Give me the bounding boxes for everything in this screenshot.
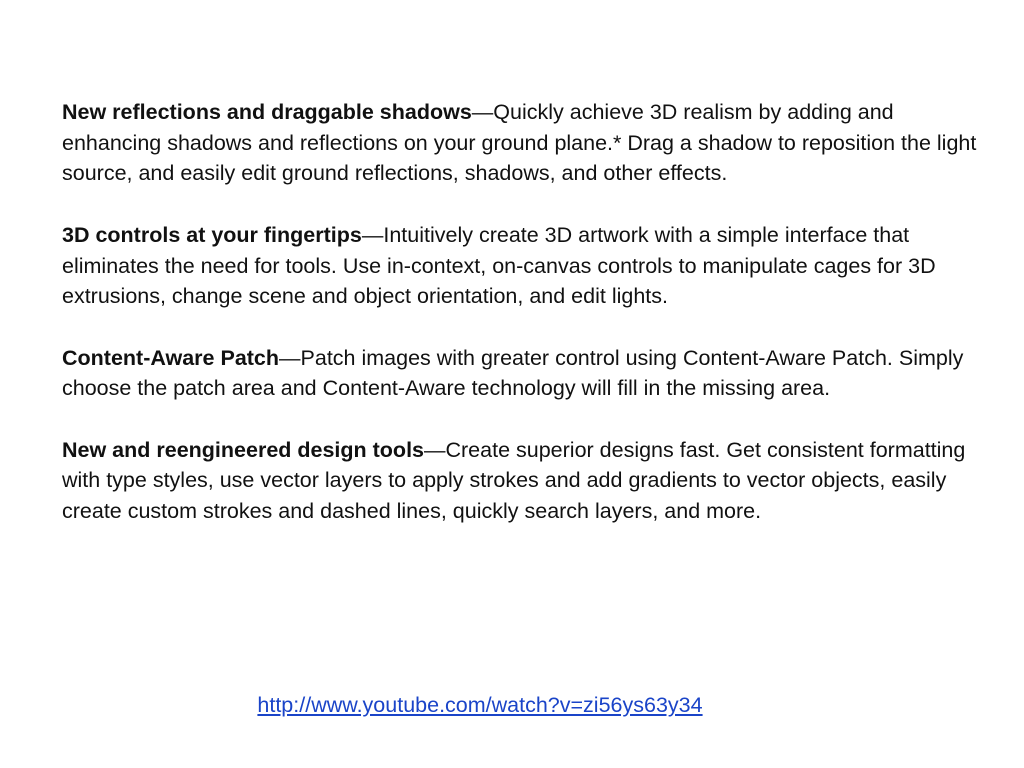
youtube-link[interactable]: http://www.youtube.com/watch?v=zi56ys63y34 bbox=[257, 693, 703, 717]
feature-heading: New and reengineered design tools bbox=[62, 437, 424, 462]
feature-paragraph-reflections bbox=[62, 97, 982, 189]
feature-paragraph-design-tools bbox=[62, 435, 982, 527]
feature-paragraph-3d-controls bbox=[62, 220, 982, 312]
feature-description: —Create superior designs fast. Get consistent formatting with type styles, use vector layers to apply strokes and add gradients to vector objects, easily create custom strokes and dashed lines, quickly search layers, and more. bbox=[62, 437, 966, 524]
video-link-container bbox=[0, 690, 960, 720]
slide-content bbox=[62, 97, 982, 557]
feature-paragraph-content-aware-patch bbox=[62, 343, 982, 404]
feature-heading: 3D controls at your fingertips bbox=[62, 222, 362, 247]
feature-description: —Intuitively create 3D artwork with a simple interface that eliminates the need for tools. Use in-context, on-canvas controls to manipulate cages for 3D extrusions, change scene and object orientation, and edit lights. bbox=[62, 222, 936, 309]
feature-heading: New reflections and draggable shadows bbox=[62, 100, 472, 124]
feature-description: —Quickly achieve 3D realism by adding and enhancing shadows and reflections on your ground plane.* Drag a shadow to reposition the light source, and easily edit ground reflections, shadows, and other effects. bbox=[62, 100, 977, 186]
feature-heading: Content-Aware Patch bbox=[62, 345, 280, 370]
feature-description: —Patch images with greater control using Content-Aware Patch. Simply choose the patch area and Content-Aware technology will fill in the missing area. bbox=[62, 345, 964, 401]
